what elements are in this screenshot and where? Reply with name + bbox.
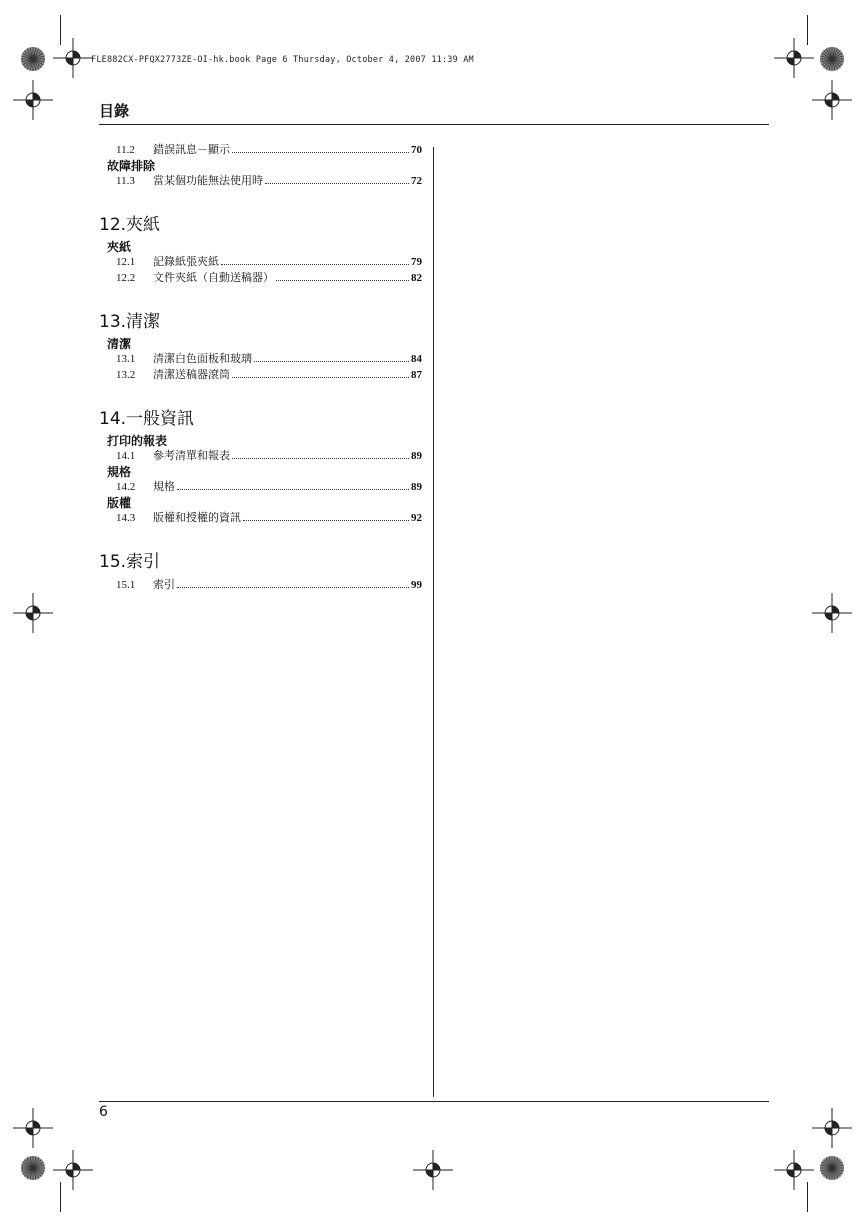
toc-entry-page: 84: [411, 353, 422, 365]
toc-entry-number: 13.2: [116, 369, 136, 381]
toc-entry-page: 72: [411, 175, 422, 187]
dot-leader: [276, 279, 409, 281]
registration-mark-icon: [13, 1108, 53, 1148]
toc-entry-page: 89: [411, 481, 422, 493]
toc-entry-page: 92: [411, 512, 422, 524]
table-of-contents: [99, 142, 422, 593]
toc-entry-title: 版權和授權的資訊: [153, 511, 241, 524]
toc-entry[interactable]: [107, 577, 422, 593]
registration-mark-icon: [774, 38, 814, 78]
toc-entry[interactable]: [107, 270, 422, 286]
toc-subheading: 清潔: [107, 337, 132, 351]
toc-entry-page: 70: [411, 144, 422, 156]
registration-mark-icon: [413, 1150, 453, 1190]
footer-rule: [99, 1101, 769, 1102]
toc-entry[interactable]: [107, 142, 422, 158]
registration-mark-icon: [774, 1150, 814, 1190]
color-bar-icon: [819, 1155, 845, 1181]
crop-line: [807, 1182, 808, 1212]
toc-entry-number: 14.3: [116, 512, 136, 524]
color-bar-icon: [819, 46, 845, 72]
column-divider: [433, 147, 434, 1097]
toc-entry-number: 13.1: [116, 353, 136, 365]
toc-entry-number: 11.2: [116, 144, 135, 156]
toc-entry[interactable]: [107, 254, 422, 270]
color-bar-icon: [20, 46, 46, 72]
toc-entry[interactable]: [107, 510, 422, 526]
dot-leader: [254, 360, 409, 362]
registration-mark-icon: [13, 80, 53, 120]
registration-mark-icon: [53, 38, 93, 78]
toc-entry-title: 規格: [153, 480, 175, 493]
toc-entry-title: 清潔送稿器滾筒: [153, 368, 230, 381]
toc-entry-title: 當某個功能無法使用時: [153, 174, 263, 187]
toc-entry-title: 清潔白色面板和玻璃: [153, 352, 252, 365]
registration-mark-icon: [53, 1150, 93, 1190]
toc-entry-number: 14.2: [116, 481, 136, 493]
crop-line: [60, 1182, 61, 1212]
toc-subheading: 規格: [107, 465, 132, 479]
chapter-heading: 12.夾紙: [99, 215, 161, 235]
registration-mark-icon: [812, 1108, 852, 1148]
registration-mark-icon: [812, 80, 852, 120]
toc-entry[interactable]: [107, 173, 422, 189]
print-header: FLE882CX-PFQX2773ZE-OI-hk.book Page 6 Thursday, October 4, 2007 11:39 AM: [91, 55, 474, 65]
toc-entry-title: 參考清單和報表: [153, 449, 230, 462]
toc-entry[interactable]: [107, 351, 422, 367]
chapter-heading: 13.清潔: [99, 312, 161, 332]
toc-entry[interactable]: [107, 479, 422, 495]
dot-leader: [243, 519, 409, 521]
registration-mark-icon: [812, 593, 852, 633]
dot-leader: [232, 376, 409, 378]
registration-mark-icon: [13, 593, 53, 633]
toc-subheading: 版權: [107, 496, 132, 510]
toc-entry-page: 79: [411, 256, 422, 268]
crop-line: [807, 15, 808, 45]
color-bar-icon: [20, 1155, 46, 1181]
toc-entry-page: 87: [411, 369, 422, 381]
toc-subheading: 打印的報表: [107, 434, 168, 448]
toc-entry-title: 錯誤訊息－顯示: [153, 143, 230, 156]
toc-entry-page: 89: [411, 450, 422, 462]
toc-entry-number: 12.1: [116, 256, 136, 268]
dot-leader: [177, 586, 409, 588]
page-number: 6: [99, 1104, 108, 1120]
header-rule: [99, 124, 769, 125]
toc-entry-number: 12.2: [116, 272, 136, 284]
toc-entry-title: 索引: [153, 578, 175, 591]
toc-entry-page: 82: [411, 272, 422, 284]
toc-subheading: 故障排除: [107, 159, 156, 173]
toc-entry-number: 11.3: [116, 175, 135, 187]
toc-entry-page: 99: [411, 579, 422, 591]
dot-leader: [265, 182, 409, 184]
toc-entry[interactable]: [107, 448, 422, 464]
toc-entry-number: 14.1: [116, 450, 136, 462]
dot-leader: [177, 488, 409, 490]
chapter-heading: 15.索引: [99, 552, 161, 572]
dot-leader: [232, 457, 409, 459]
toc-entry-title: 記錄紙張夾紙: [153, 255, 219, 268]
crop-line: [60, 15, 61, 45]
toc-subheading: 夾紙: [107, 240, 132, 254]
toc-entry[interactable]: [107, 367, 422, 383]
toc-entry-number: 15.1: [116, 579, 136, 591]
dot-leader: [221, 263, 409, 265]
toc-entry-title: 文件夾紙（自動送稿器）: [153, 271, 274, 284]
dot-leader: [232, 151, 409, 153]
page-title: 目錄: [99, 102, 130, 120]
chapter-heading: 14.一般資訊: [99, 409, 195, 429]
